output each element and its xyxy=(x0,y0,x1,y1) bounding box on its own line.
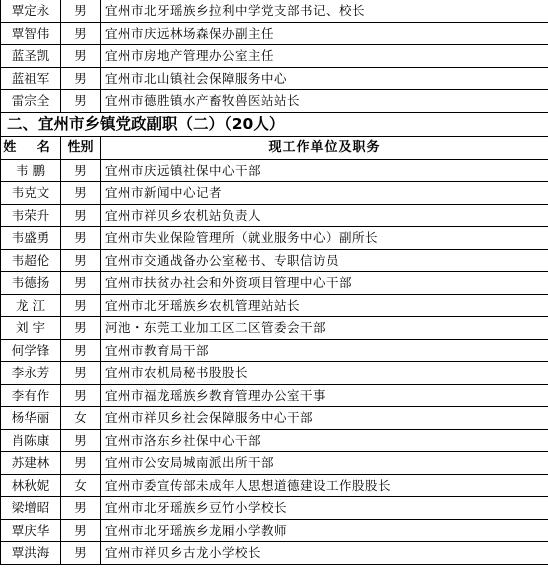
job-cell: 宜州市北牙瑶族乡农机管理站站长 xyxy=(101,294,548,317)
job-cell: 宜州市北山镇社会保障服务中心 xyxy=(101,67,548,90)
name-cell: 杨华丽 xyxy=(1,407,61,430)
table-row xyxy=(1,384,548,407)
sex-cell: 男 xyxy=(61,317,101,340)
name-cell: 林秋妮 xyxy=(1,474,61,497)
name-cell: 苏建林 xyxy=(1,452,61,475)
sex-cell: 男 xyxy=(61,519,101,542)
name-cell: 覃庆华 xyxy=(1,519,61,542)
name-cell: 李永芳 xyxy=(1,362,61,385)
name-cell: 韦 鹏 xyxy=(1,159,61,182)
name-cell: 韦克文 xyxy=(1,182,61,205)
job-cell: 宜州市北牙瑶族乡拉利中学党支部书记、校长 xyxy=(101,0,548,22)
name-cell: 雷宗全 xyxy=(1,90,61,113)
name-cell: 蓝祖军 xyxy=(1,67,61,90)
sex-cell: 男 xyxy=(61,452,101,475)
sex-cell: 女 xyxy=(61,474,101,497)
job-cell: 宜州市德胜镇水产畜牧兽医站站长 xyxy=(101,90,548,113)
job-cell: 宜州市福龙瑶族乡教育管理办公室干事 xyxy=(101,384,548,407)
name-cell: 韦德扬 xyxy=(1,272,61,295)
table-row xyxy=(1,90,548,113)
job-cell: 宜州市扶贫办社会和外资项目管理中心干部 xyxy=(101,272,548,295)
table-row xyxy=(1,497,548,520)
sex-cell: 男 xyxy=(61,204,101,227)
sex-cell: 男 xyxy=(61,249,101,272)
name-cell: 覃定永 xyxy=(1,0,61,22)
sex-cell: 男 xyxy=(61,339,101,362)
job-cell: 宜州市祥贝乡农机站负责人 xyxy=(101,204,548,227)
name-cell: 龙 江 xyxy=(1,294,61,317)
table-row xyxy=(1,22,548,45)
table-row xyxy=(1,227,548,250)
sex-cell: 女 xyxy=(61,407,101,430)
sex-cell: 男 xyxy=(61,45,101,68)
name-cell: 李有作 xyxy=(1,384,61,407)
header-sex: 性别 xyxy=(61,136,101,159)
job-cell: 宜州市公安局城南派出所干部 xyxy=(101,452,548,475)
name-cell: 韦盛勇 xyxy=(1,227,61,250)
job-cell: 宜州市祥贝乡古龙小学校长 xyxy=(101,542,548,565)
name-cell: 刘 宇 xyxy=(1,317,61,340)
job-cell: 宜州市交通战备办公室秘书、专职信访员 xyxy=(101,249,548,272)
name-cell: 蓝圣凯 xyxy=(1,45,61,68)
table-row xyxy=(1,249,548,272)
table-row xyxy=(1,294,548,317)
sex-cell: 男 xyxy=(61,294,101,317)
job-cell: 宜州市北牙瑶族乡豆竹小学校长 xyxy=(101,497,548,520)
job-cell: 宜州市庆远镇社保中心干部 xyxy=(101,159,548,182)
job-cell: 宜州市祥贝乡社会保障服务中心干部 xyxy=(101,407,548,430)
table-row xyxy=(1,429,548,452)
job-cell: 宜州市庆远林场森保办副主任 xyxy=(101,22,548,45)
section-block xyxy=(1,112,548,159)
job-cell: 宜州市农机局秘书股股长 xyxy=(101,362,548,385)
table-row xyxy=(1,474,548,497)
sex-cell: 男 xyxy=(61,22,101,45)
job-cell: 宜州市新闻中心记者 xyxy=(101,182,548,205)
section-title-row xyxy=(1,112,548,136)
name-cell: 肖陈康 xyxy=(1,429,61,452)
section-title: 二、宜州市乡镇党政副职（二）（20人） xyxy=(1,112,548,136)
name-cell: 韦荣升 xyxy=(1,204,61,227)
name-cell: 何学锋 xyxy=(1,339,61,362)
sex-cell: 男 xyxy=(61,67,101,90)
table-row xyxy=(1,159,548,182)
job-cell: 宜州市失业保险管理所（就业服务中心）副所长 xyxy=(101,227,548,250)
main-rows xyxy=(1,159,548,564)
job-cell: 河池・东莞工业加工区二区管委会干部 xyxy=(101,317,548,340)
sex-cell: 男 xyxy=(61,429,101,452)
top-rows xyxy=(1,0,548,112)
table-row xyxy=(1,452,548,475)
name-cell: 梁增昭 xyxy=(1,497,61,520)
table-row xyxy=(1,272,548,295)
table-row xyxy=(1,339,548,362)
sex-cell: 男 xyxy=(61,384,101,407)
job-cell: 宜州市北牙瑶族乡龙厢小学教师 xyxy=(101,519,548,542)
job-cell: 宜州市房地产管理办公室主任 xyxy=(101,45,548,68)
table-row xyxy=(1,182,548,205)
table-row xyxy=(1,542,548,565)
table-row xyxy=(1,204,548,227)
sex-cell: 男 xyxy=(61,182,101,205)
sex-cell: 男 xyxy=(61,90,101,113)
name-cell: 覃智伟 xyxy=(1,22,61,45)
job-cell: 宜州市教育局干部 xyxy=(101,339,548,362)
sex-cell: 男 xyxy=(61,497,101,520)
sex-cell: 男 xyxy=(61,272,101,295)
table-row xyxy=(1,45,548,68)
job-cell: 宜州市洛东乡社保中心干部 xyxy=(101,429,548,452)
name-cell: 韦超伦 xyxy=(1,249,61,272)
table-row xyxy=(1,362,548,385)
sex-cell: 男 xyxy=(61,542,101,565)
name-cell: 覃洪海 xyxy=(1,542,61,565)
table-row xyxy=(1,317,548,340)
table-row xyxy=(1,519,548,542)
table-row xyxy=(1,0,548,22)
header-row xyxy=(1,136,548,159)
sex-cell: 男 xyxy=(61,159,101,182)
table-row xyxy=(1,407,548,430)
header-job: 现工作单位及职务 xyxy=(101,136,548,159)
sex-cell: 男 xyxy=(61,362,101,385)
sex-cell: 男 xyxy=(61,0,101,22)
job-cell: 宜州市委宣传部未成年人思想道德建设工作股股长 xyxy=(101,474,548,497)
table-row xyxy=(1,67,548,90)
sex-cell: 男 xyxy=(61,227,101,250)
header-name: 姓 名 xyxy=(1,136,61,159)
